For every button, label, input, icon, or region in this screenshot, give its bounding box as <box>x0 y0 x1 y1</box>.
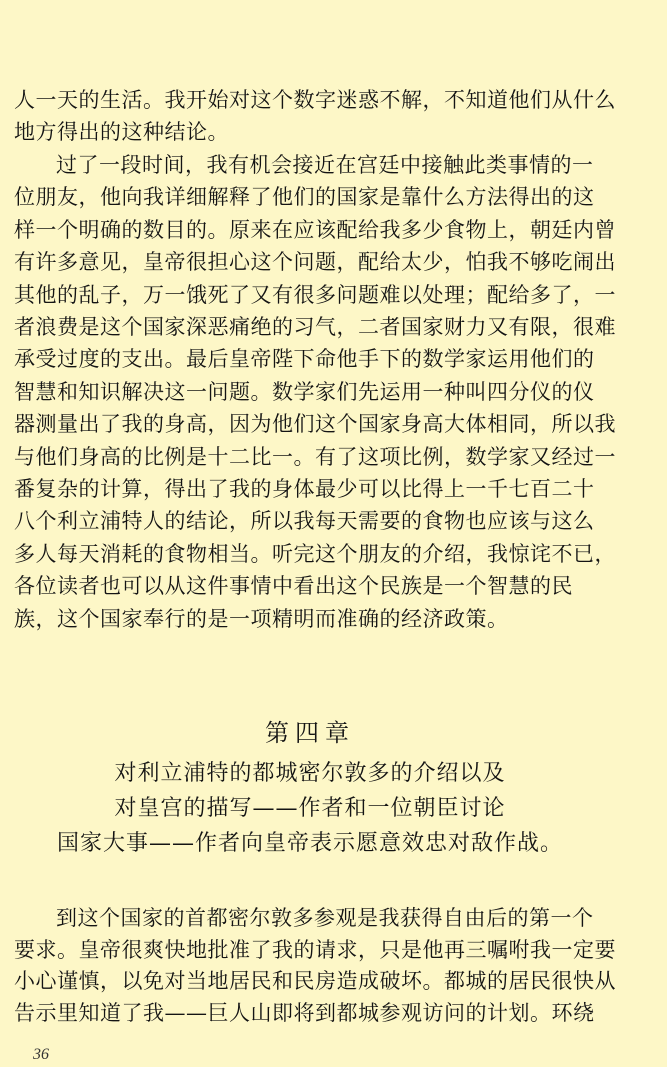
chapter-subtitle-line: 对皇宫的描写——作者和一位朝臣讨论 <box>114 796 506 821</box>
chapter-heading: 第四章 <box>265 719 355 747</box>
paragraph-3 <box>14 903 616 1029</box>
text-line: 族，这个国家奉行的是一项精明而准确的经济政策。 <box>14 606 509 631</box>
text-line: 者浪费是这个国家深恶痛绝的习气，二者国家财力又有限，很难 <box>14 315 616 340</box>
text-line: 其他的乱子，万一饿死了又有很多问题难以处理；配给多了，一 <box>14 282 616 307</box>
text-line: 智慧和知识解决这一问题。数学家们先运用一种叫四分仪的仪 <box>14 379 595 404</box>
paragraph-2 <box>14 149 616 635</box>
page-number: 36 <box>33 1046 49 1063</box>
text-line: 多人每天消耗的食物相当。听完这个朋友的介绍，我惊诧不已， <box>14 541 616 566</box>
text-line: 小心谨慎，以免对当地居民和民房造成破坏。都城的居民很快从 <box>14 969 616 993</box>
text-line: 要求。皇帝很爽快地批准了我的请求，只是他再三嘱咐我一定要 <box>14 937 616 962</box>
chapter-subtitle-line: 对利立浦特的都城密尔敦多的介绍以及 <box>114 761 506 786</box>
text-line: 各位读者也可以从这件事情中看出这个民族是一个智慧的民 <box>14 574 573 599</box>
text-line: 告示里知道了我——巨人山即将到都城参观访问的计划。环绕 <box>14 1000 595 1025</box>
text-line: 与他们身高的比例是十二比一。有了这项比例，数学家又经过一 <box>14 444 616 469</box>
chapter-subtitle-line: 国家大事——作者向皇帝表示愿意效忠对敌作战。 <box>56 831 563 856</box>
text-line: 有许多意见，皇帝很担心这个问题，配给太少，怕我不够吃闹出 <box>14 250 616 275</box>
text-line: 位朋友，他向我详细解释了他们的国家是靠什么方法得出的这 <box>14 185 595 210</box>
text-line: 器测量出了我的身高，因为他们这个国家身高大体相同，所以我 <box>14 412 616 437</box>
text-line: 地方得出的这种结论。 <box>14 120 229 145</box>
text-line: 人一天的生活。我开始对这个数字迷惑不解，不知道他们从什么 <box>14 88 616 112</box>
text-line: 过了一段时间，我有机会接近在宫廷中接触此类事情的一 <box>56 153 594 177</box>
text-line: 承受过度的支出。最后皇帝陛下命他手下的数学家运用他们的 <box>14 347 595 372</box>
text-line: 到这个国家的首都密尔敦多参观是我获得自由后的第一个 <box>56 906 594 930</box>
text-line: 样一个明确的数目的。原来在应该配给我多少食物上，朝廷内曾 <box>14 217 616 242</box>
paragraph-1 <box>14 84 616 149</box>
text-line: 番复杂的计算，得出了我的身体最少可以比得上一千七百二十 <box>14 477 595 502</box>
text-line: 八个利立浦特人的结论，所以我每天需要的食物也应该与这么 <box>14 509 595 534</box>
